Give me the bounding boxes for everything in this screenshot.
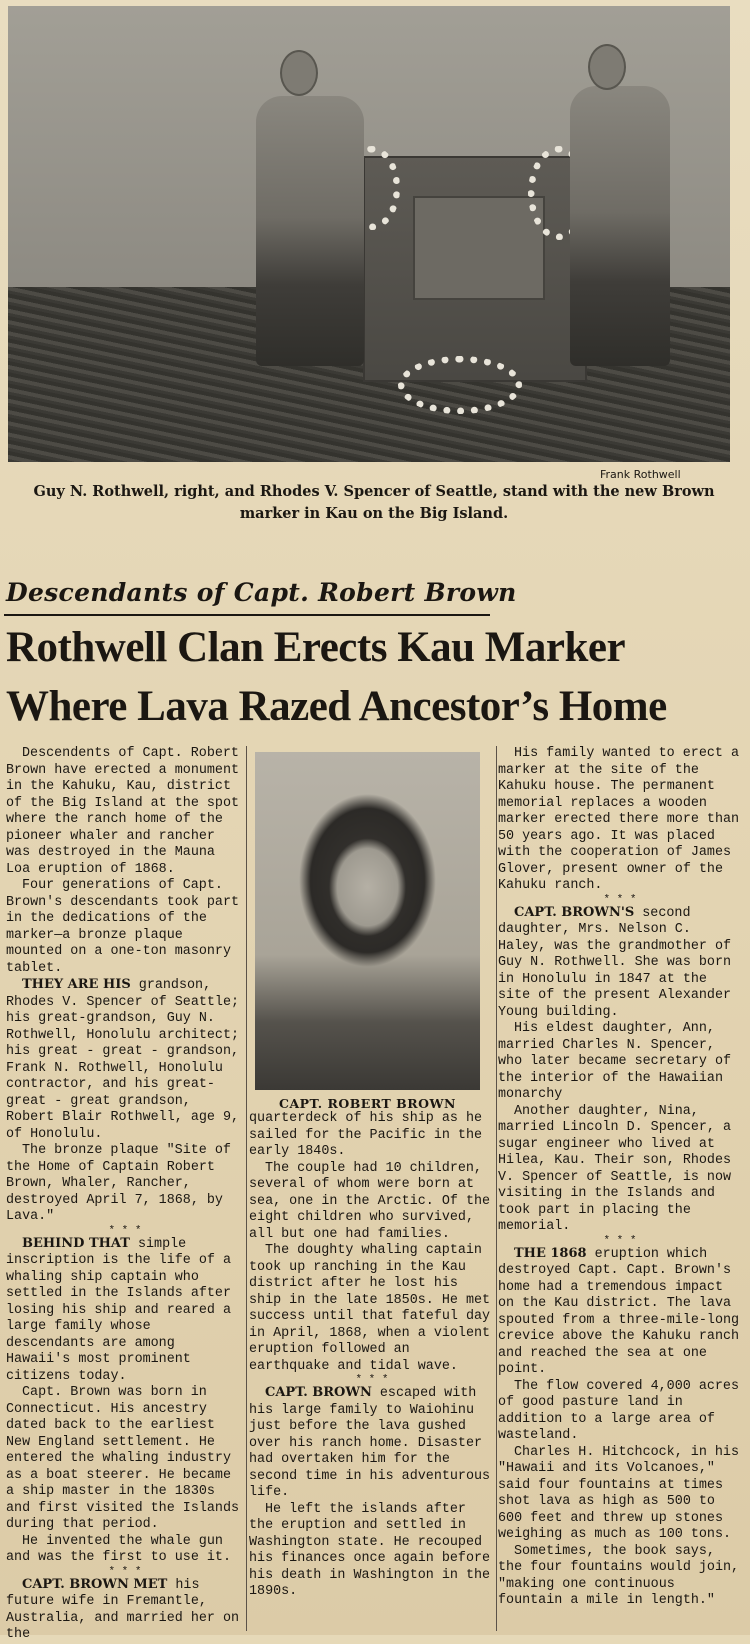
section-separator: * * * [108,1224,142,1237]
photo-credit: Frank Rothwell [600,468,681,481]
article-column-2 [249,1111,495,1601]
section-separator: * * * [108,1565,142,1578]
monument-photo [8,6,730,462]
paragraph: Capt. Brown was born in Connecticut. His ancestry dated back to the earliest New England settlement. He entered the whaling industry as a boat steerer. He became a ship master in the 1830s and first visited the Islands during that period. [6,1385,240,1532]
paragraph: He invented the whale gun and was the first to use it. [6,1533,231,1565]
paragraph-lead: BEHIND THAT [22,1235,130,1251]
paragraph: quarterdeck of his ship as he sailed for the Pacific in the early 1840s. [249,1111,483,1159]
section-separator: * * * [603,1234,637,1247]
paragraph: Charles H. Hitchcock, in his "Hawaii and its Volcanoes," said four fountains at times shot lava as high as 500 to 600 feet and threw up stones weighing as much as 100 tons. [498,1444,739,1542]
paragraph: He left the islands after the eruption and settled in Washington state. He recouped his finances once again before his death in Washington in the 1890s. [249,1501,491,1599]
paragraph: his future wife in Fremantle, Australia, and married her on the [6,1577,240,1642]
kicker-headline: Descendants of Capt. Robert Brown [6,578,517,607]
paragraph: grandson, Rhodes V. Spencer of Seattle; his great-grandson, Guy N. Rothwell, Honolulu architect; his great - great - grandson, Frank N. Rothwell, Honolulu contractor, and his great-great - great grandson, Robert Blair Rothwell, age 9, of Honolulu. [6,978,240,1142]
lei-garland [398,356,522,414]
photo-caption: Guy N. Rothwell, right, and Rhodes V. Spencer of Seattle, stand with the new Brown marker in Kau on the Big Island. [33,483,715,522]
paragraph: The flow covered 4,000 acres of good pasture land in addition to a large area of wasteland. [498,1378,739,1443]
paragraph-lead: THE 1868 [514,1245,587,1261]
column-divider [246,746,247,1631]
paragraph-lead: CAPT. BROWN MET [22,1576,168,1592]
article-column-3 [498,746,742,1610]
paragraph: Descendents of Capt. Robert Brown have erected a monument in the Kahuku, Kau, district of the Big Island at the spot where the ranch home of the pioneer whaler and rancher was destroyed in the Mauna Loa eruption of 1868. [6,746,240,877]
paragraph: The bronze plaque "Site of the Home of Captain Robert Brown, Whaler, Rancher, destroyed April 7, 1868, by Lava." [6,1143,231,1224]
paragraph: Four generations of Capt. Brown's descendants took part in the dedications of the marker—a bronze plaque mounted on a one-ton masonry tablet. [6,878,240,976]
paragraph: The couple had 10 children, several of whom were born at sea, one in the Arctic. Of the eight children who survived, all but one had families. [249,1160,491,1242]
paragraph: eruption which destroyed Capt. Capt. Brown's home had a tremendous impact on the Kau district. The lava spouted from a three-mile-long crevice above the Kahuku ranch and reached the sea at one point. [498,1246,740,1377]
paragraph: The doughty whaling captain took up ranching in the Kau district after he lost his ship in the late 1850s. He met success until that fateful day in April, 1868, when a violent eruption followed an earthquake and tidal wave. [249,1243,491,1374]
paragraph: Another daughter, Nina, married Lincoln D. Spencer, a sugar engineer who lived at Hilea, Kau. Their son, Rhodes V. Spencer of Seattle, is now visiting in the Islands and took part in placing the memorial. [498,1103,732,1234]
paragraph: His family wanted to erect a marker at the site of the Kahuku house. The permanent memorial replaces a wooden marker erected there more than 50 years ago. It was placed with the cooperation of James Glover, present owner of the Kahuku ranch. [498,746,740,893]
main-headline [6,618,746,736]
paragraph-lead: THEY ARE HIS [22,977,131,992]
headline-line-1: Rothwell Clan Erects Kau Marker [6,624,626,671]
section-separator: * * * [603,893,637,906]
bronze-plaque [413,196,545,300]
article-column-1 [6,746,244,1644]
section-separator: * * * [355,1374,389,1386]
paragraph: His eldest daughter, Ann, married Charles N. Spencer, who later became secretary of the interior of the Hawaiian monarchy [498,1021,732,1102]
paragraph-lead: CAPT. BROWN [265,1385,372,1400]
person-rothwell [570,86,670,366]
paragraph: second daughter, Mrs. Nelson C. Haley, was the grandmother of Guy N. Rothwell. She was born in Honolulu in 1847 at the site of the present Alexander Young building. [498,905,732,1020]
kicker-rule [4,614,490,616]
person-spencer [256,96,364,366]
portrait-caption: CAPT. ROBERT BROWN [279,1096,456,1111]
column-divider [496,746,497,1631]
paragraph: simple inscription is the life of a whaling ship captain who settled in the Islands after losing his ship and reared a large family whose descendants are among Hawaii's most prominent citizens today. [6,1236,231,1384]
paragraph: Sometimes, the book says, the four fountains would join, "making one continuous fountain a mile in length." [498,1543,740,1608]
portrait-photo [255,752,480,1090]
headline-line-2: Where Lava Razed Ancestor’s Home [6,683,667,730]
paragraph: escaped with his large family to Waiohinu just before the lava gushed over his ranch home. Disaster had overtaken him for the second time in his adventurous life. [249,1386,491,1500]
paragraph-lead: CAPT. BROWN'S [514,904,635,920]
